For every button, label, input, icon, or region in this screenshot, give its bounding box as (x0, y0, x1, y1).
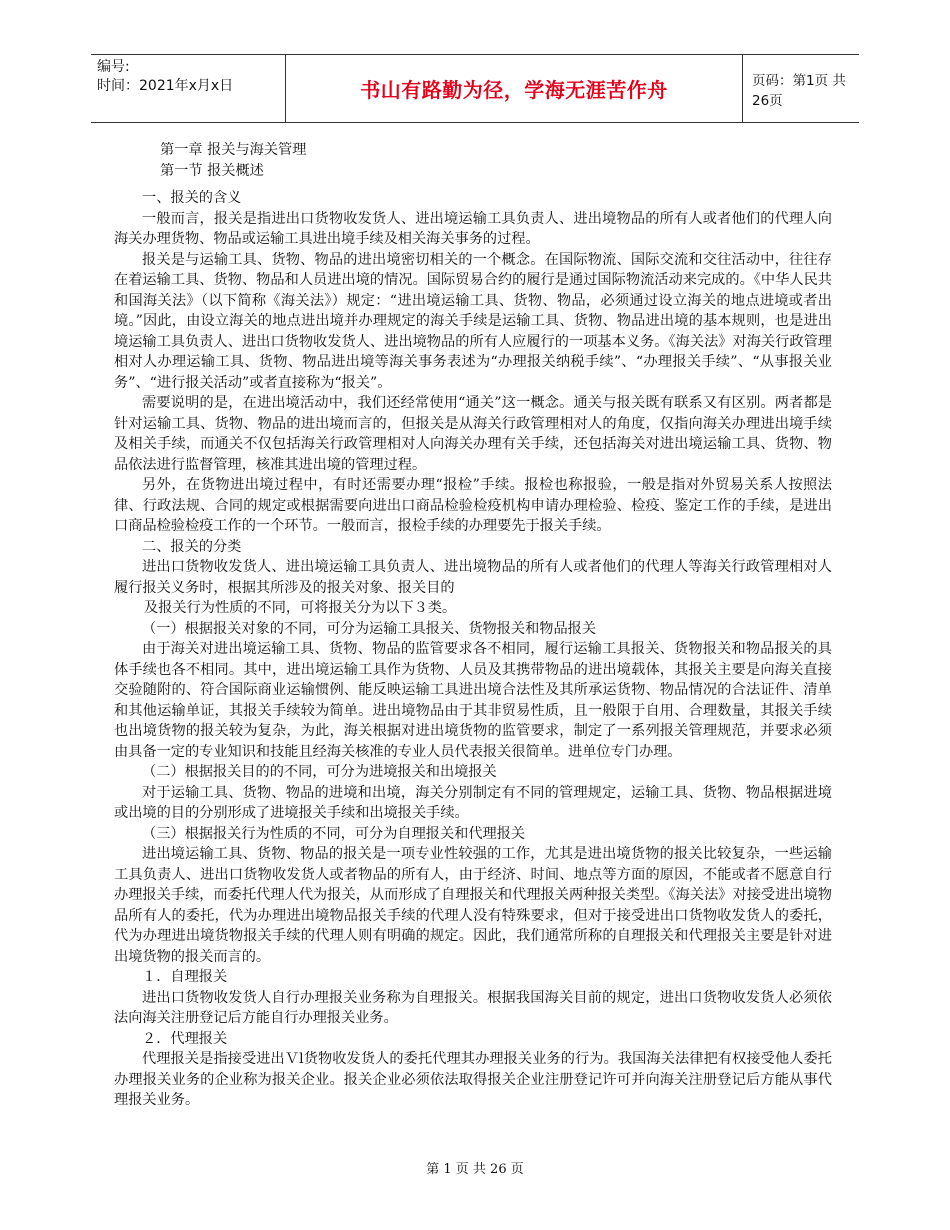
paragraph: 进出口货物收发货人自行办理报关业务称为自理报关。根据我国海关目前的规定，进出口货物收发货人必须依法向海关注册登记后方能自行办理报关业务。 (114, 989, 832, 1026)
subheading: （二）根据报关目的的不同，可分为进境报关和出境报关 (142, 764, 497, 780)
heading-2: 二、报关的分类 (142, 538, 242, 555)
subheading: （三）根据报关行为性质的不同，可分为自理报关和代理报关 (142, 825, 526, 842)
paragraph: 由于海关对进出境运输工具、货物、物品的监管要求各不相同，履行运输工具报关、货物报关和物品报关的具体手续也各不相同。其中，进出境运输工具作为货物、人员及其携带物品的进出境载体，其报关主要是向海关直接交验随附的、符合国际商业运输惯例、能反映运输工具进出境合法性及其所承运货物、物品情况的合法证件、清单和其他运输单证，其报关手续较为简单。进出境物品由于其非贸易性质，且一般限于自用、合理数量，其报关手续也出境货物的报关较为复杂，为此，海关根据对进出境货物的监管要求，制定了一系列报关管理规范，并要求必须由具备一定的专业知识和技能且经海关核准的专业人员代表报关很简单。进单位专门办理。 (114, 641, 832, 760)
paragraph: 另外，在货物进出境过程中，有时还需要办理“报检”手续。报检也称报验，一般是指对外贸易关系人按照法律、行政法规、合同的规定或根据需要向进出口商品检验检疫机构申请办理检验、检疫、鉴定工作的手续，是进出口商品检验检疫工作的一个环节。一般而言，报检手续的办理要先于报关手续。 (114, 477, 832, 534)
page-footer (0, 1158, 950, 1177)
document-body (114, 140, 832, 1111)
header-meta (91, 55, 285, 122)
subheading: （一）根据报关对象的不同，可分为运输工具报关、货物报关和物品报关 (142, 620, 597, 637)
numbered-heading: １．自理报关 (142, 969, 228, 985)
chapter-title: 第一章 报关与海关管理 (160, 142, 307, 158)
numbered-heading: ２．代理报关 (142, 1030, 228, 1047)
paragraph: 进出口货物收发货人、进出境运输工具负责人、进出境物品的所有人或者他们的代理人等海关行政管理相对人履行报关义务时，根据其所涉及的报关对象、报关目的 (114, 559, 832, 596)
time-label: 时间：2021年x月x日 (97, 78, 234, 94)
paragraph: 一般而言，报关是指进出口货物收发货人、进出境运输工具负责人、进出境物品的所有人或者他们的代理人向海关办理货物、物品或运输工具进出境手续及相关海关事务的过程。 (114, 210, 832, 247)
section-title: 第一节 报关概述 (160, 162, 264, 179)
page-label: 页码：第1页 共26页 (752, 72, 846, 109)
header-motto-cell (285, 55, 743, 122)
paragraph: 代理报关是指接受进出Ｖl货物收发货人的委托代理其办理报关业务的行为。我国海关法律把有权接受他人委托办理报关业务的企业称为报关企业。报关企业必须依法取得报关企业注册登记许可并向海关注册登记后方能从事代理报关业务。 (114, 1051, 832, 1108)
heading-1: 一、报关的含义 (142, 190, 242, 206)
motto: 书山有路勤为径，学海无涯苦作舟 (360, 78, 668, 102)
paragraph: 对于运输工具、货物、物品的进境和出境，海关分别制定有不同的管理规定，运输工具、货物、物品根据进境或出境的目的分别形成了进境报关手续和出境报关手续。 (114, 784, 832, 821)
paragraph: 需要说明的是，在进出境活动中，我们还经常使用“通关”这一概念。通关与报关既有联系又有区别。两者都是针对运输工具、货物、物品的进出境而言的，但报关是从海关行政管理相对人的角度，仅指向海关办理进出境手续及相关手续，而通关不仅包括海关行政管理相对人向海关办理有关手续，还包括海关对进出境运输工具、货物、物品依法进行监督管理，核准其进出境的管理过程。 (114, 395, 832, 473)
number-label: 编号: (97, 59, 130, 75)
page-header (91, 54, 859, 123)
paragraph: 及报关行为性质的不同，可将报关分为以下３类。 (144, 600, 457, 616)
footer-page-number: 第 1 页 共 26 页 (426, 1162, 524, 1177)
header-page-cell (743, 55, 859, 122)
paragraph: 进出境运输工具、货物、物品的报关是一项专业性较强的工作，尤其是进出境货物的报关比较复杂，一些运输工具负责人、进出口货物收发货人或者物品的所有人，由于经济、时间、地点等方面的原因，不能或者不愿意自行办理报关手续，而委托代理人代为报关，从而形成了自理报关和代理报关两种报关类型。《海关法》对接受进出境物品所有人的委托，代为办理进出境物品报关手续的代理人没有特殊要求，但对于接受进出口货物收发货人的委托，代为办理进出境货物报关手续的代理人则有明确的规定。因此，我们通常所称的自理报关和代理报关主要是针对进出境货物的报关而言的。 (114, 846, 832, 965)
paragraph: 报关是与运输工具、货物、物品的进出境密切相关的一个概念。在国际物流、国际交流和交往活动中，往往存在着运输工具、货物、物品和人员进出境的情况。国际贸易合约的履行是通过国际物流活动来完成的。《中华人民共和国海关法》（以下简称《海关法》）规定：“进出境运输工具、货物、物品，必须通过设立海关的地点进境或者出境。”因此，由设立海关的地点进出境并办理规定的海关手续是运输工具、货物、物品进出境的基本规则，也是进出境运输工具负责人、进出口货物收发货人、进出境物品的所有人应履行的一项基本义务。《海关法》对海关行政管理相对人办理运输工具、货物、物品进出境等海关事务表述为“办理报关纳税手续”、“办理报关手续”、“从事报关业务”、“进行报关活动”或者直接称为“报关”。 (114, 251, 832, 391)
